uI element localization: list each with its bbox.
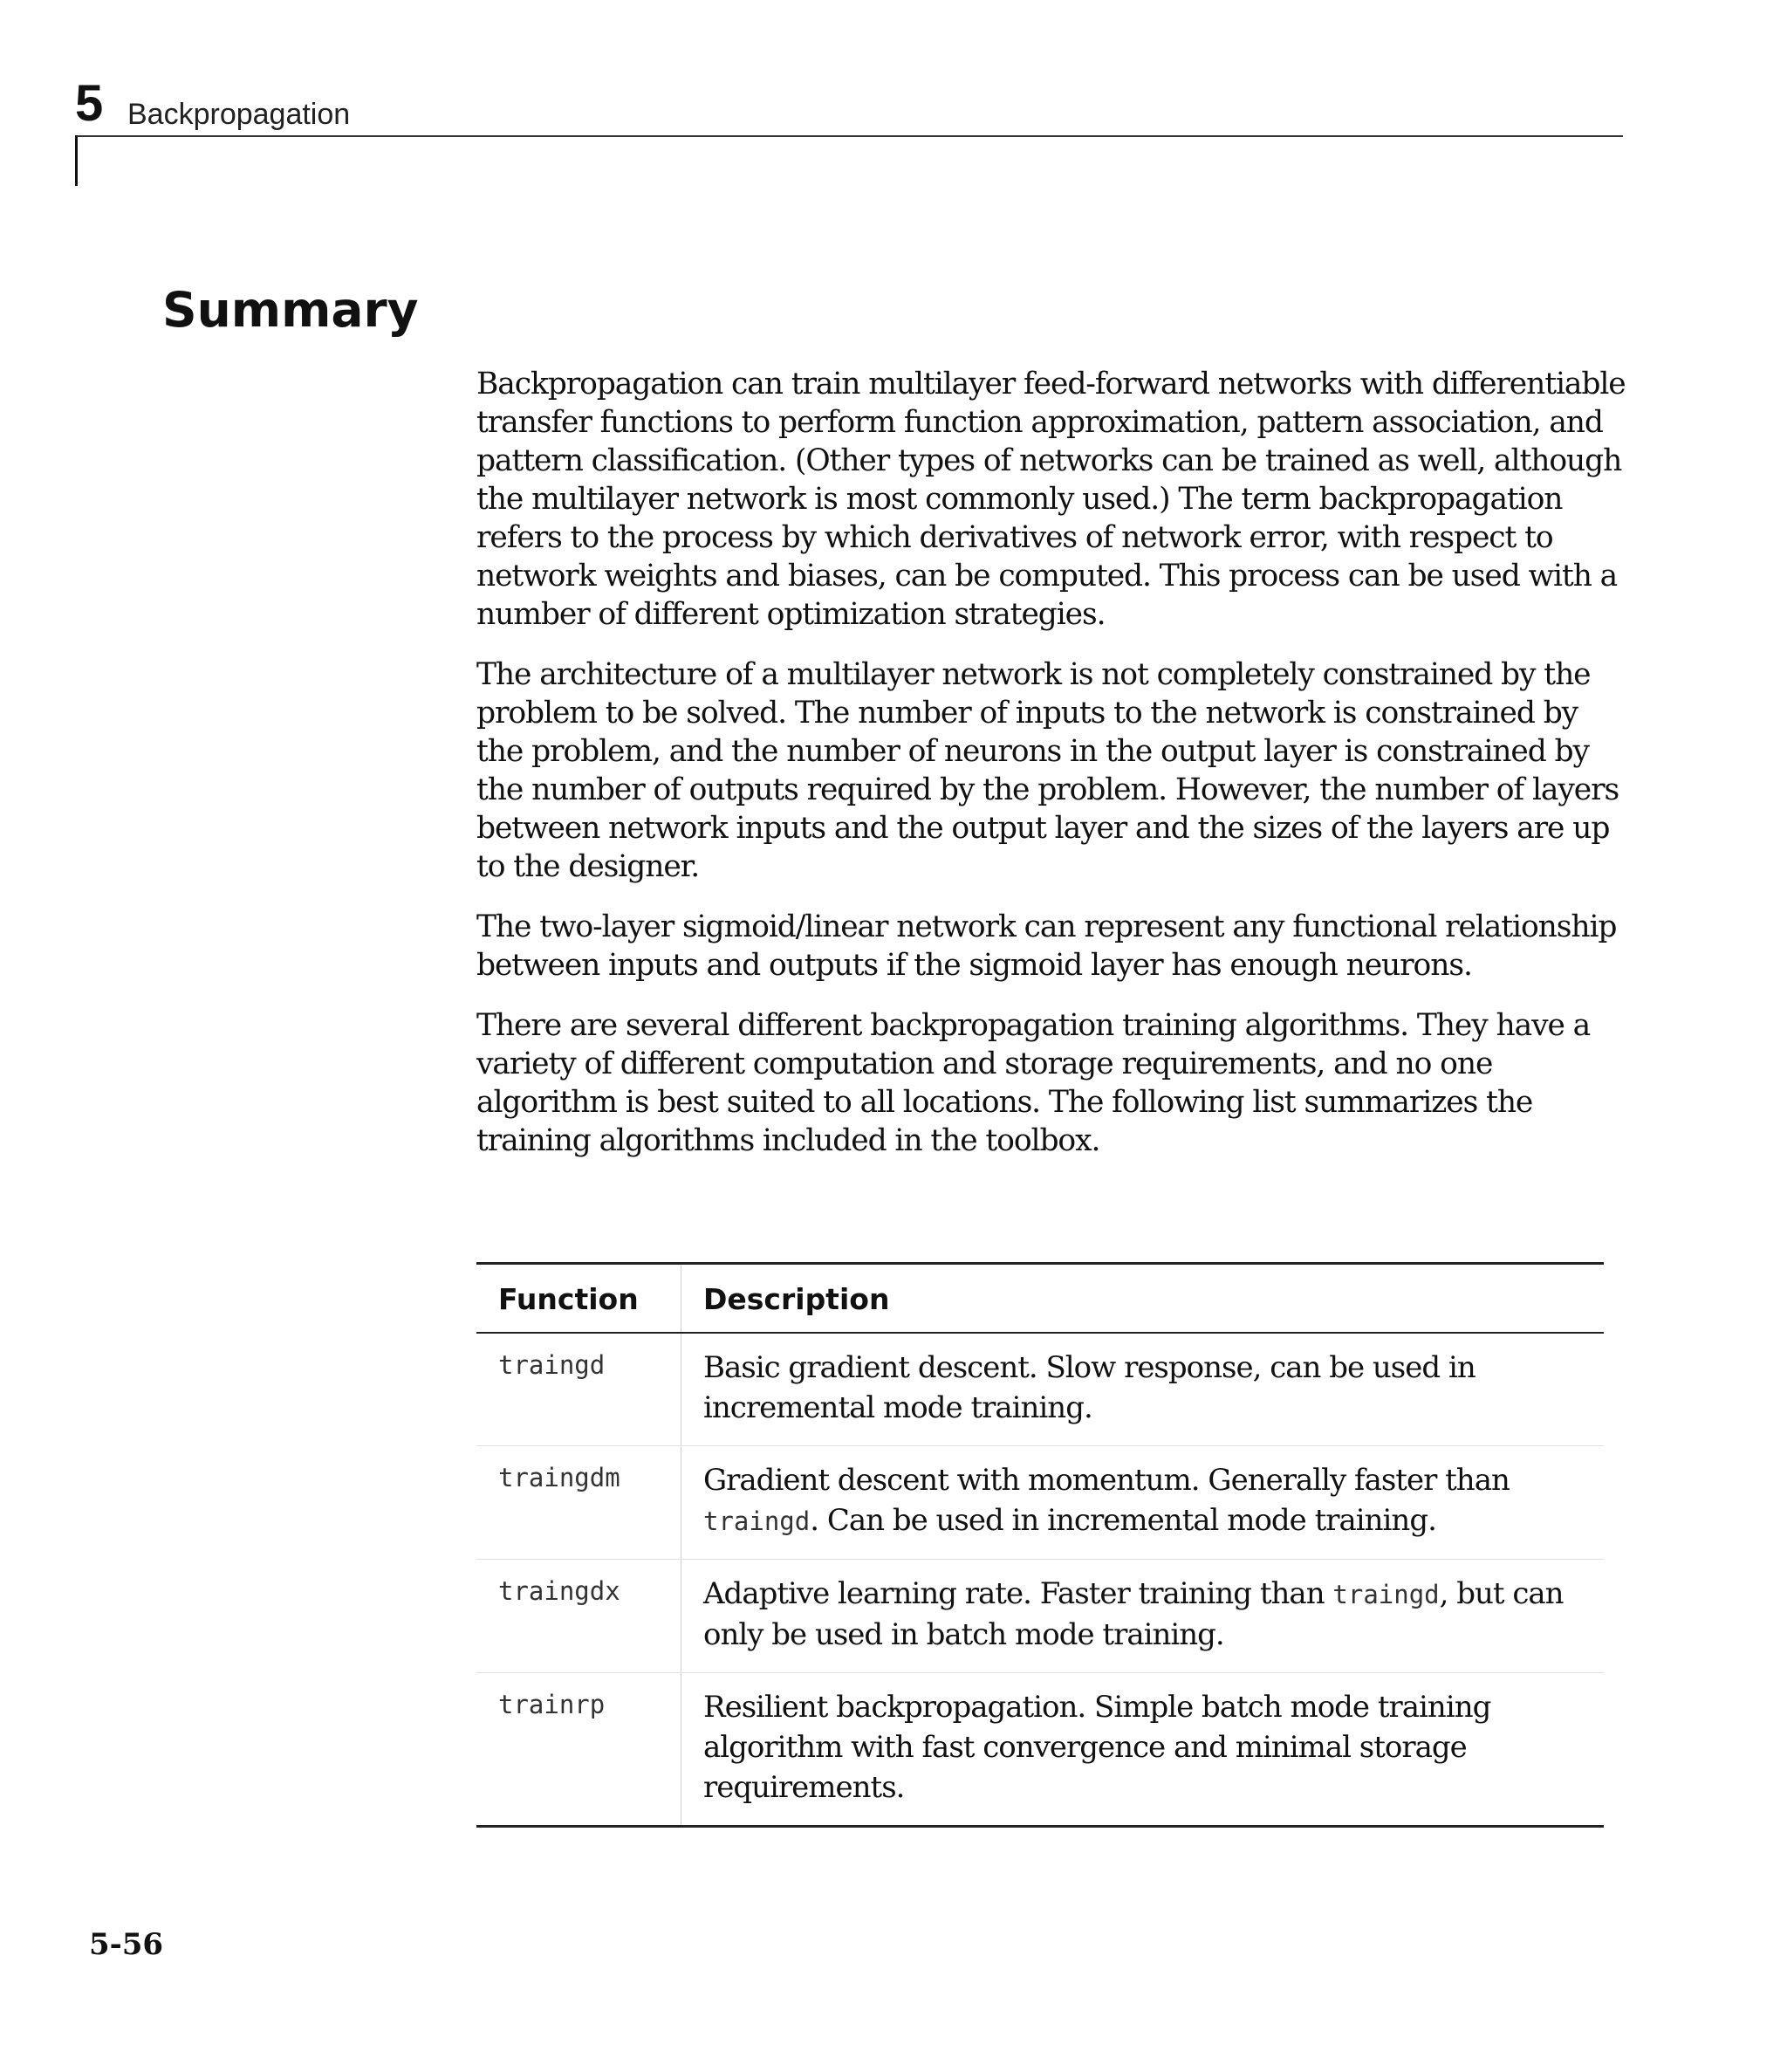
section-title: Summary (162, 282, 419, 338)
inline-code: traingd (1332, 1580, 1440, 1609)
body-text (476, 365, 1628, 1182)
function-name: traingdx (476, 1560, 681, 1673)
paragraph: The two-layer sigmoid/linear network can represent any functional relationship between inputs and outputs if the sigmoid layer has enough neurons. (476, 909, 1617, 983)
column-header-function: Function (476, 1264, 681, 1334)
training-algorithms-table (476, 1262, 1604, 1828)
paragraph: The architecture of a multilayer network is not completely constrained by the problem to be solved. The number of inputs to the network is constrained by the problem, and the number of neurons in the output layer is constrained by the number of outputs required by the problem. However, the number of layers between network inputs and the output layer and the sizes of the layers are up to the designer. (476, 657, 1619, 884)
paragraph: Backpropagation can train multilayer feed-forward networks with differentiable transfer functions to perform function approximation, pattern association, and pattern classification. (Other types of networks can be trained as well, although the multilayer network is most commonly used.) The term backpropagation refers to the process by which derivatives of network error, with respect to network weights and biases, can be computed. This process can be used with a number of different optimization strategies. (476, 367, 1626, 632)
paragraph: There are several different backpropagation training algorithms. They have a variety of different computation and storage requirements, and no one algorithm is best suited to all locations. The following list summarizes the training algorithms included in the toolbox. (476, 1008, 1591, 1158)
function-description (681, 1673, 1605, 1827)
chapter-number: 5 (75, 75, 104, 132)
description-text: Gradient descent with momentum. Generally faster than (703, 1463, 1510, 1498)
function-description (681, 1333, 1605, 1446)
table-row (476, 1446, 1604, 1560)
chapter-title: Backpropagation (127, 98, 351, 131)
column-header-description: Description (681, 1264, 1605, 1334)
header-tick (75, 135, 78, 186)
function-name: traingdm (476, 1446, 681, 1560)
table-header-row (476, 1264, 1604, 1334)
inline-code: traingd (703, 1506, 811, 1536)
description-text: Resilient backpropagation. Simple batch mode training algorithm with fast convergence and minimal storage requirements. (703, 1690, 1491, 1805)
description-text: Basic gradient descent. Slow response, can be used in incremental mode training. (703, 1350, 1475, 1425)
table-row (476, 1333, 1604, 1446)
table-row (476, 1673, 1604, 1827)
description-text: Adaptive learning rate. Faster training than (703, 1576, 1333, 1611)
function-description (681, 1560, 1605, 1673)
function-name: traingd (476, 1333, 681, 1446)
description-text: . Can be used in incremental mode training. (810, 1503, 1436, 1538)
page-number: 5-56 (89, 1927, 164, 1962)
table-row (476, 1560, 1604, 1673)
description-text: , but can only be used in batch mode training. (703, 1576, 1564, 1652)
function-description (681, 1446, 1605, 1560)
header-rule (75, 135, 1623, 137)
function-name: trainrp (476, 1673, 681, 1827)
